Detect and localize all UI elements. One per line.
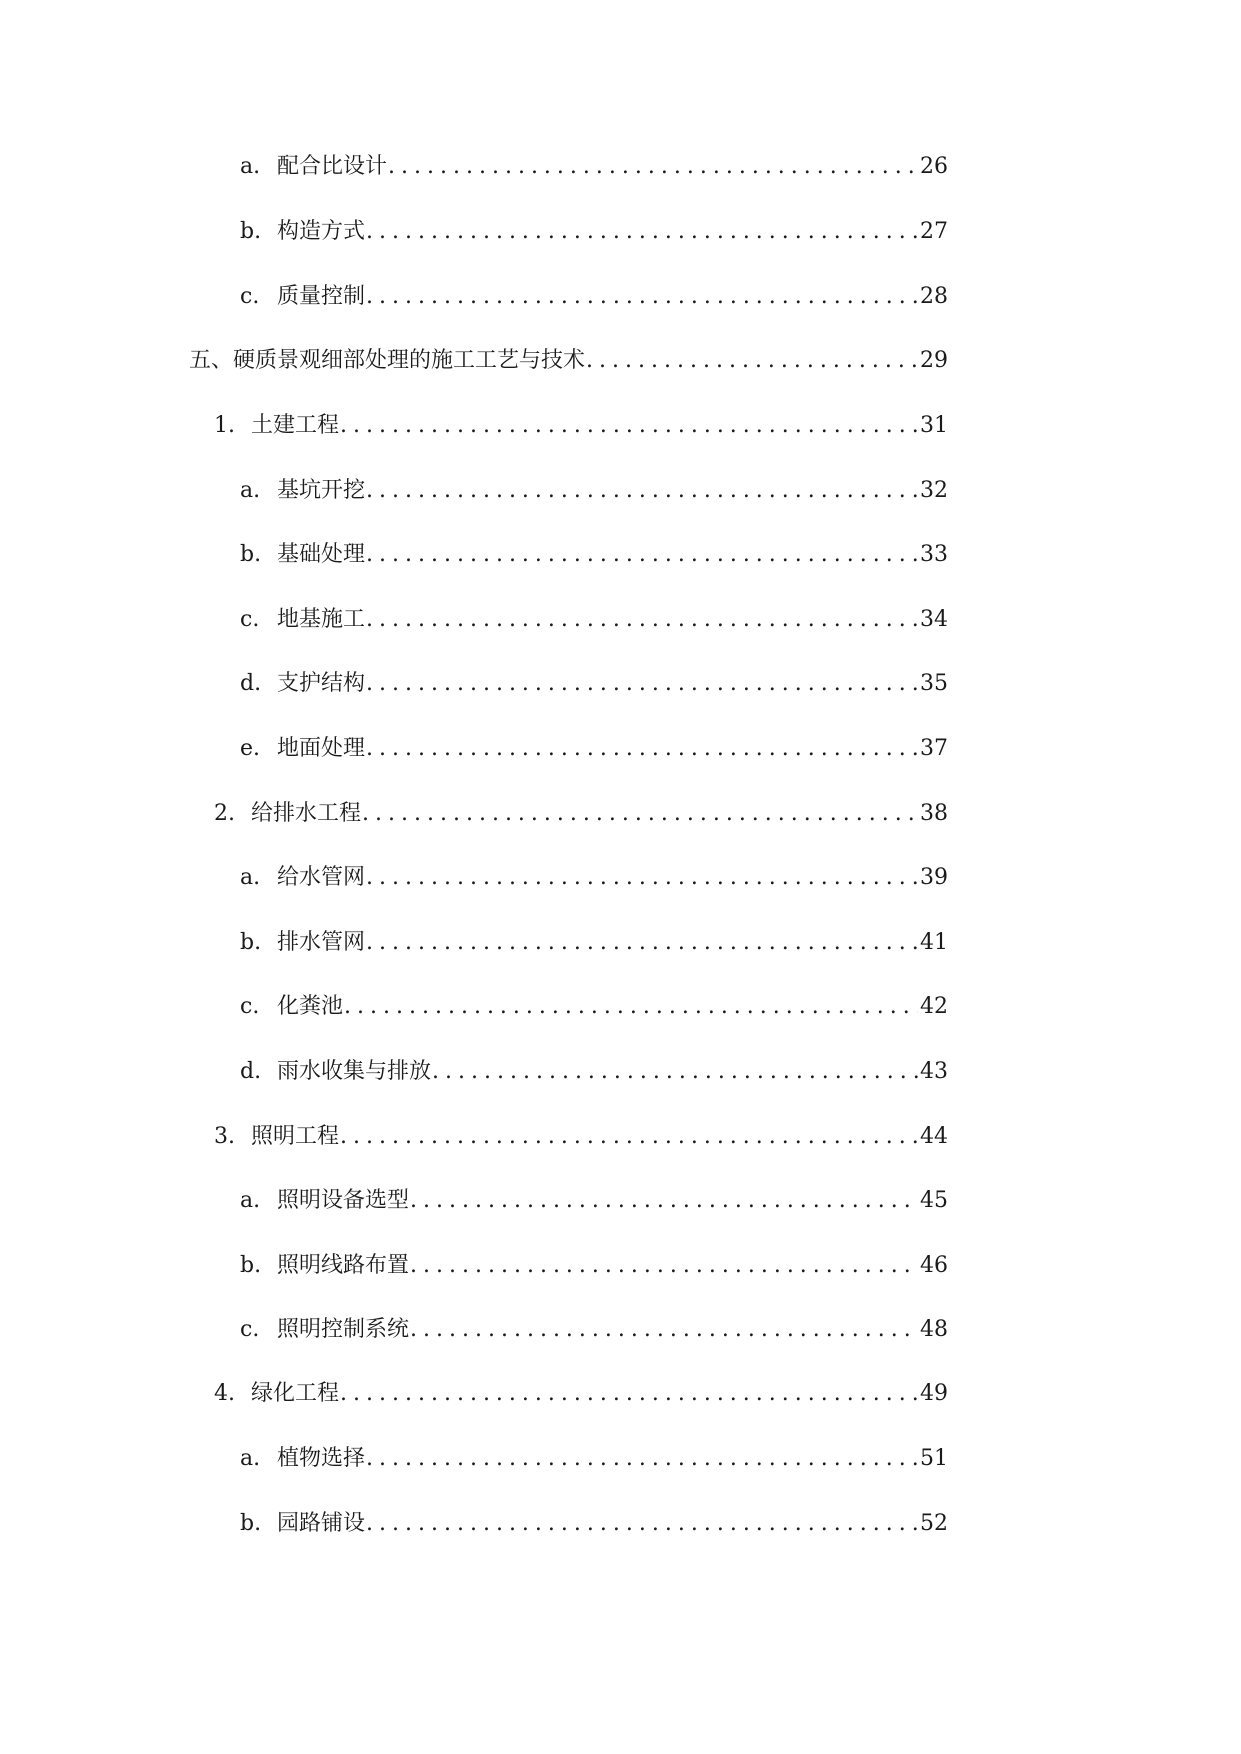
toc-entry-page-number: 27 <box>920 219 948 244</box>
dot-leader <box>410 1251 918 1281</box>
dot-leader <box>340 1122 918 1152</box>
toc-entry[interactable] <box>214 799 948 829</box>
toc-entry[interactable] <box>240 1251 948 1281</box>
toc-entry-title: 基础处理 <box>277 542 366 567</box>
toc-entry-page-number: 44 <box>920 1124 948 1149</box>
dot-leader <box>410 1315 918 1345</box>
toc-entry-marker: b. <box>240 1253 262 1278</box>
toc-entry-title: 排水管网 <box>277 930 366 955</box>
toc-entry-marker: b. <box>240 930 262 955</box>
toc-entry-page-number: 43 <box>920 1059 948 1084</box>
toc-entry-title: 照明线路布置 <box>277 1253 410 1278</box>
toc-entry-marker: a. <box>240 1446 261 1471</box>
dot-leader <box>340 1379 918 1409</box>
toc-entry-marker: 1. <box>214 413 235 438</box>
toc-entry-title: 构造方式 <box>277 219 366 244</box>
toc-entry-marker: b. <box>240 1511 262 1536</box>
toc-entry[interactable] <box>214 1379 948 1409</box>
dot-leader <box>366 605 918 635</box>
toc-entry-marker: 2. <box>214 801 235 826</box>
toc-entry[interactable] <box>240 152 948 182</box>
toc-entry-title: 给水管网 <box>277 865 366 890</box>
dot-leader <box>366 540 918 570</box>
toc-entry-title: 地面处理 <box>277 736 366 761</box>
toc-entry[interactable] <box>240 1057 948 1087</box>
toc-entry[interactable] <box>189 346 948 376</box>
toc-entry-marker: 五、 <box>189 348 234 373</box>
toc-entry[interactable] <box>240 605 948 635</box>
toc-entry-marker: d. <box>240 1059 262 1084</box>
toc-entry[interactable] <box>240 1444 948 1474</box>
toc-entry[interactable] <box>240 992 948 1022</box>
toc-entry-title: 雨水收集与排放 <box>277 1059 432 1084</box>
toc-entry-title: 照明控制系统 <box>277 1317 410 1342</box>
toc-entry[interactable] <box>240 540 948 570</box>
toc-entry-page-number: 28 <box>920 284 948 309</box>
toc-entry[interactable] <box>240 476 948 506</box>
toc-entry-title: 给排水工程 <box>251 801 362 826</box>
toc-entry-title: 化粪池 <box>277 994 344 1019</box>
toc-entry[interactable] <box>240 928 948 958</box>
dot-leader <box>366 928 918 958</box>
toc-entry-page-number: 49 <box>920 1381 948 1406</box>
toc-entry-marker: d. <box>240 671 262 696</box>
toc-entry-page-number: 37 <box>920 736 948 761</box>
toc-entry[interactable] <box>240 734 948 764</box>
toc-entry-marker: b. <box>240 542 262 567</box>
dot-leader <box>366 1509 918 1539</box>
toc-entry-marker: c. <box>240 284 260 309</box>
toc-entry-marker: e. <box>240 736 261 761</box>
toc-entry-marker: b. <box>240 219 262 244</box>
dot-leader <box>340 411 918 441</box>
dot-leader <box>388 152 918 182</box>
toc-entry-marker: a. <box>240 478 261 503</box>
dot-leader <box>366 1444 918 1474</box>
toc-entry-title: 基坑开挖 <box>277 478 366 503</box>
dot-leader <box>432 1057 918 1087</box>
toc-entry-page-number: 29 <box>920 348 948 373</box>
toc-entry[interactable] <box>240 217 948 247</box>
dot-leader <box>410 1186 918 1216</box>
toc-entry-title: 质量控制 <box>277 284 366 309</box>
toc-entry-title: 照明工程 <box>251 1124 340 1149</box>
toc-entry-marker: c. <box>240 994 260 1019</box>
toc-entry-title: 支护结构 <box>277 671 366 696</box>
dot-leader <box>366 863 918 893</box>
toc-entry-page-number: 48 <box>920 1317 948 1342</box>
toc-entry-marker: a. <box>240 865 261 890</box>
toc-entry[interactable] <box>240 282 948 312</box>
toc-entry-page-number: 52 <box>920 1511 948 1536</box>
toc-entry-page-number: 41 <box>920 930 948 955</box>
toc-entry[interactable] <box>240 1315 948 1345</box>
dot-leader <box>366 734 918 764</box>
toc-entry-page-number: 33 <box>920 542 948 567</box>
toc-entry-marker: 3. <box>214 1124 235 1149</box>
toc-entry-page-number: 34 <box>920 607 948 632</box>
toc-entry-page-number: 32 <box>920 478 948 503</box>
toc-entry-page-number: 46 <box>920 1253 948 1278</box>
dot-leader <box>366 669 918 699</box>
dot-leader <box>366 282 918 312</box>
toc-entry[interactable] <box>240 1509 948 1539</box>
toc-entry-title: 照明设备选型 <box>277 1188 410 1213</box>
toc-entry-page-number: 31 <box>920 413 948 438</box>
toc-entry-marker: c. <box>240 607 260 632</box>
toc-entry-marker: a. <box>240 154 261 179</box>
toc-entry-page-number: 51 <box>920 1446 948 1471</box>
toc-entry-page-number: 26 <box>920 154 948 179</box>
toc-entry-title: 植物选择 <box>277 1446 366 1471</box>
toc-entry-title: 配合比设计 <box>277 154 388 179</box>
dot-leader <box>366 217 918 247</box>
dot-leader <box>344 992 918 1022</box>
toc-entry-page-number: 39 <box>920 865 948 890</box>
toc-entry-title: 绿化工程 <box>251 1381 340 1406</box>
toc-entry-title: 土建工程 <box>251 413 340 438</box>
toc-entry-page-number: 38 <box>920 801 948 826</box>
toc-entry[interactable] <box>214 411 948 441</box>
dot-leader <box>362 799 918 829</box>
toc-entry-title: 地基施工 <box>277 607 366 632</box>
toc-entry-title: 园路铺设 <box>277 1511 366 1536</box>
toc-entry-marker: 4. <box>214 1381 235 1406</box>
toc-entry-marker: a. <box>240 1188 261 1213</box>
toc-entry-page-number: 45 <box>920 1188 948 1213</box>
toc-entry[interactable] <box>240 863 948 893</box>
toc-entry[interactable] <box>240 1186 948 1216</box>
dot-leader <box>586 346 918 376</box>
toc-entry-marker: c. <box>240 1317 260 1342</box>
toc-entry[interactable] <box>240 669 948 699</box>
dot-leader <box>366 476 918 506</box>
toc-entry-page-number: 42 <box>920 994 948 1019</box>
toc-entry-page-number: 35 <box>920 671 948 696</box>
toc-entry-title: 硬质景观细部处理的施工工艺与技术 <box>233 348 586 373</box>
toc-entry[interactable] <box>214 1122 948 1152</box>
